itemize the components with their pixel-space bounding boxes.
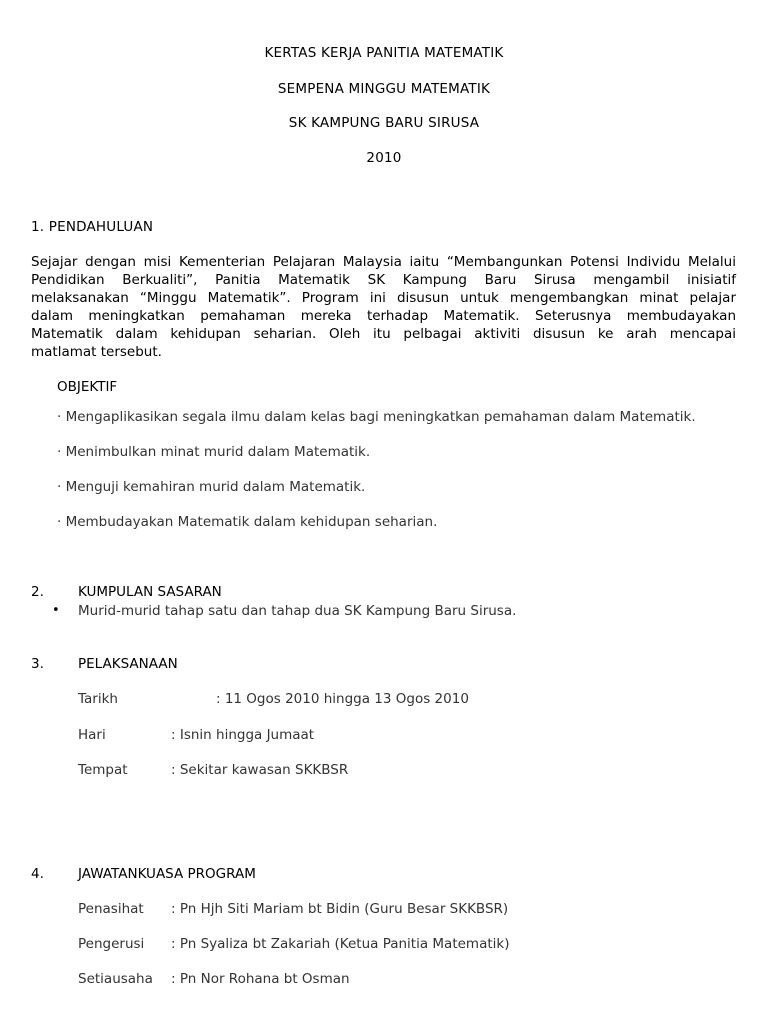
pelaksanaan-value: : 11 Ogos 2010 hingga 13 Ogos 2010 [216, 691, 469, 707]
objektif-item: · Mengaplikasikan segala ilmu dalam kelas bagi meningkatkan pemahaman dalam Matematik. [57, 409, 696, 425]
jawatankuasa-value: : Pn Nor Rohana bt Osman [171, 971, 350, 987]
paragraph-line: Sejajar dengan misi Kementerian Pelajaran Malaysia iaitu “Membangunkan Potensi Individu Melalui [31, 254, 736, 270]
paragraph-line: matlamat tersebut. [31, 344, 162, 360]
jawatankuasa-label: Penasihat [78, 901, 144, 917]
section-1-heading: 1. PENDAHULUAN [31, 219, 154, 235]
pelaksanaan-label: Tempat [78, 762, 128, 778]
objektif-item: · Menguji kemahiran murid dalam Matematik. [57, 479, 366, 495]
section-3-number: 3. [31, 656, 44, 672]
jawatankuasa-label: Pengerusi [78, 936, 145, 952]
section-3-heading: PELAKSANAAN [78, 656, 178, 672]
paragraph-line: Pendidikan Berkualiti”, Panitia Matematik SK Kampung Baru Sirusa mengambil inisiatif [31, 272, 736, 288]
pelaksanaan-value: : Isnin hingga Jumaat [171, 727, 315, 743]
pelaksanaan-label: Hari [78, 727, 106, 743]
document-subtitle: SEMPENA MINGGU MATEMATIK [277, 81, 491, 97]
document-title: KERTAS KERJA PANITIA MATEMATIK [264, 45, 504, 61]
section-2-number: 2. [31, 584, 44, 600]
objektif-item: · Membudayakan Matematik dalam kehidupan seharian. [57, 514, 438, 530]
section-2-heading: KUMPULAN SASARAN [78, 584, 222, 600]
objektif-heading: OBJEKTIF [57, 379, 118, 395]
objektif-item: · Menimbulkan minat murid dalam Matematik. [57, 444, 371, 460]
section-4-number: 4. [31, 866, 44, 882]
jawatankuasa-label: Setiausaha [78, 971, 153, 987]
jawatankuasa-value: : Pn Hjh Siti Mariam bt Bidin (Guru Besar SKKBSR) [171, 901, 509, 917]
pelaksanaan-label: Tarikh [78, 691, 118, 707]
paragraph-line: Matematik dalam kehidupan seharian. Oleh itu pelbagai aktiviti disusun ke arah mencapai [31, 326, 736, 342]
school-name: SK KAMPUNG BARU SIRUSA [288, 115, 480, 131]
section-4-heading: JAWATANKUASA PROGRAM [78, 866, 256, 882]
jawatankuasa-value: : Pn Syaliza bt Zakariah (Ketua Panitia Matematik) [171, 936, 510, 952]
pelaksanaan-value: : Sekitar kawasan SKKBSR [171, 762, 349, 778]
bullet-icon: • [52, 603, 60, 618]
paragraph-line: dalam meningkatkan pemahaman mereka terhadap Matematik. Seterusnya membudayakan [31, 308, 736, 324]
document-year: 2010 [366, 150, 402, 166]
sasaran-item: Murid-murid tahap satu dan tahap dua SK Kampung Baru Sirusa. [78, 603, 517, 619]
paragraph-line: melaksanakan “Minggu Matematik”. Program ini disusun untuk mengembangkan minat pelajar [31, 290, 736, 306]
